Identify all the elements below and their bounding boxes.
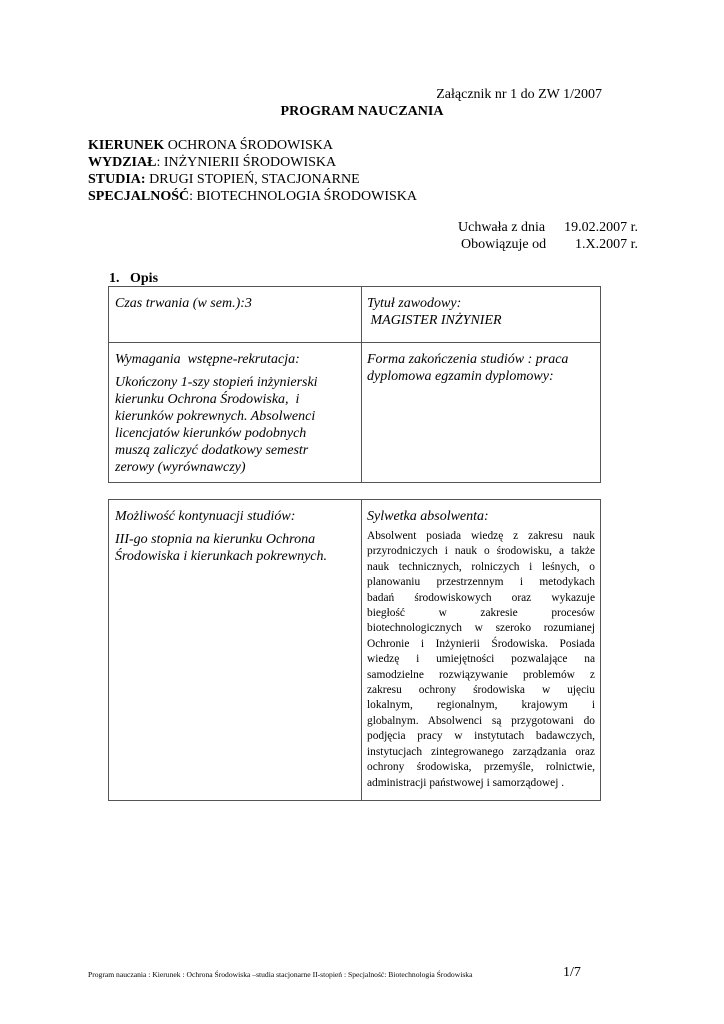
continuation-text (115, 531, 327, 565)
text-line: kierunków pokrewnych. Absolwenci (115, 409, 316, 424)
field-sep: : (189, 189, 197, 204)
field-row (88, 171, 417, 188)
field-value: DRUGI STOPIEŃ, STACJONARNE (149, 172, 360, 187)
field-row (88, 154, 417, 171)
section-title: 1. Opis (109, 271, 159, 286)
field-value: INŻYNIERII ŚRODOWISKA (163, 155, 337, 170)
effective-label: Obowiązuje od (461, 237, 547, 252)
page-title: PROGRAM NAUCZANIA (280, 104, 444, 119)
profile-text (367, 529, 595, 791)
field-row (88, 188, 417, 205)
profile-label: Sylwetka absolwenta: (367, 509, 489, 524)
field-label: STUDIA: (88, 172, 146, 187)
text-line: zakresu ochrony środowiska w ujęciu (367, 684, 595, 697)
text-line: samodzielne rozwiązywanie problemów z (367, 668, 595, 681)
field-label: SPECJALNOŚĆ (88, 189, 190, 204)
text-line: kierunku Ochrona Środowiska, i (115, 392, 300, 407)
program-fields (88, 137, 417, 205)
text-line: III-go stopnia na kierunku Ochrona (115, 532, 316, 547)
text-line: nauk technicznych, rolniczych i leśnych, o (367, 560, 595, 573)
resolution-date: 19.02.2007 r. (564, 220, 638, 235)
text-line: muszą zaliczyć dodatkowy semestr (115, 443, 309, 458)
field-label: WYDZIAŁ (88, 155, 157, 170)
text-line: instytucjach zintegrowanego zarządzania oraz (367, 745, 595, 758)
degree-label: Tytuł zawodowy: (367, 296, 462, 311)
text-line: Forma zakończenia studiów : praca (367, 352, 569, 367)
field-value: BIOTECHNOLOGIA ŚRODOWISKA (196, 189, 418, 204)
text-line: planowaniu przestrzennym i metodykach (367, 576, 595, 589)
field-sep: : (156, 155, 164, 170)
degree-value: MAGISTER INŻYNIER (367, 313, 502, 328)
text-line: biotechnologicznych w szeroko rozumianej (367, 622, 595, 635)
text-line: ochrony środowiska, przemyśle, rolnictwie, (367, 761, 595, 774)
field-label: KIERUNEK (88, 138, 165, 153)
text-line: badań środowiskowych oraz wykazuje (367, 591, 595, 604)
text-line: Środowiska i kierunkach pokrewnych. (115, 549, 328, 564)
text-line: dyplomowa egzamin dyplomowy: (367, 369, 554, 384)
field-row (88, 137, 417, 154)
text-line: Ukończony 1-szy stopień inżynierski (115, 375, 318, 390)
effective-date: 1.X.2007 r. (575, 237, 638, 252)
text-line: zerowy (wyrównawczy) (115, 460, 246, 475)
footer-text: Program nauczania : Kierunek : Ochrona Środowiska –studia stacjonarne II-stopień : Specjalność: Biotechnologia Środowiska (88, 970, 473, 979)
text-line: Absolwent posiada wiedzę z zakresu nauk (367, 530, 595, 542)
completion-text (367, 351, 568, 385)
text-line: przyrodniczych i nauk o środowisku, a także (367, 545, 595, 558)
duration: Czas trwania (w sem.):3 (115, 296, 252, 311)
text-line: globalnym. Absolwenci są przygotowani do (367, 714, 595, 727)
annex-note: Załącznik nr 1 do ZW 1/2007 (436, 87, 602, 102)
text-line: biegłość w zakresie procesów (367, 607, 595, 620)
requirements-text (115, 374, 318, 476)
text-line: podjęcia pracy w instytutach badawczych, (367, 730, 595, 743)
field-value: OCHRONA ŚRODOWISKA (167, 138, 334, 153)
text-line: administracji państwowej i samorządowej . (367, 776, 565, 789)
text-line: Ochronie i Inżynierii Środowiska. Posiada (367, 637, 595, 650)
text-line: wiedzę i umiejętności pozwalające na (367, 653, 595, 666)
text-line: lokalnym, regionalnym, krajowym i (367, 699, 595, 712)
requirements-label: Wymagania wstępne-rekrutacja: (115, 352, 300, 367)
continuation-label: Możliwość kontynuacji studiów: (115, 509, 296, 524)
page-number: 1/7 (563, 965, 581, 980)
text-line: licencjatów kierunków podobnych (115, 426, 307, 441)
resolution-label: Uchwała z dnia (458, 220, 546, 235)
